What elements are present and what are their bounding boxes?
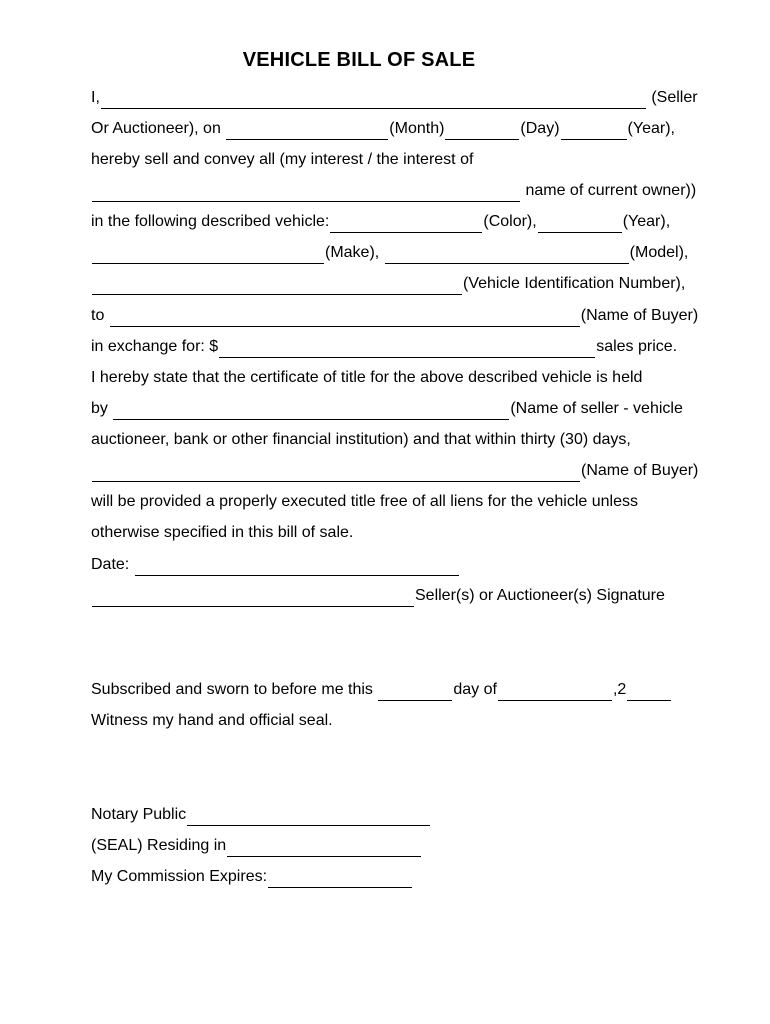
seller-line-suffix: (Seller (646, 89, 698, 106)
document-title: VEHICLE BILL OF SALE (242, 49, 476, 71)
holder-name-field[interactable] (113, 402, 509, 420)
sale-date-field[interactable] (135, 558, 459, 576)
title-free-text: will be provided a properly executed title free of all liens for the vehicle unless (91, 493, 638, 510)
vin-line (91, 273, 711, 295)
commission-line (91, 866, 711, 888)
seller-name-field[interactable] (101, 91, 646, 109)
residing-field[interactable] (227, 839, 421, 857)
auctioneer-line (91, 429, 711, 451)
price-label: sales price. (596, 338, 678, 355)
notary-field[interactable] (187, 808, 430, 826)
witness-text: Witness my hand and official seal. (91, 712, 333, 729)
commission-expires-field[interactable] (268, 870, 412, 888)
sworn-year-field[interactable] (627, 683, 671, 701)
owner-label: name of current owner)) (521, 182, 697, 199)
model-label: (Model), (629, 244, 689, 261)
make-model-line (91, 242, 711, 264)
convey-line (91, 149, 711, 171)
price-line (91, 336, 711, 358)
buyer-label: (Name of Buyer) (580, 307, 699, 324)
notary-label: Notary Public (91, 806, 187, 823)
sworn-text: Subscribed and sworn to before me this (91, 681, 378, 698)
vehicle-year-field[interactable] (538, 215, 622, 233)
seller-signature-field[interactable] (92, 589, 414, 607)
vehicle-label: in the following described vehicle: (91, 213, 330, 230)
vin-field[interactable] (92, 277, 462, 295)
holder-prefix: by (91, 400, 113, 417)
residing-label: (SEAL) Residing in (91, 837, 227, 854)
sworn-month-field[interactable] (498, 683, 612, 701)
title-free-line (91, 491, 711, 513)
vehicle-line (91, 211, 711, 233)
year-label: (Year), (627, 120, 675, 137)
commission-label: My Commission Expires: (91, 868, 268, 885)
certificate-line (91, 367, 711, 389)
day-field[interactable] (445, 122, 519, 140)
color-field[interactable] (330, 215, 482, 233)
auctioneer-text: auctioneer, bank or other financial institution) and that within thirty (30) days, (91, 431, 631, 448)
buyer-name-field-2[interactable] (92, 464, 580, 482)
day-label: (Day) (520, 120, 560, 137)
sale-date-line (91, 554, 711, 576)
sale-date-label: Date: (91, 556, 134, 573)
signature-line (91, 585, 711, 607)
buyer-line (91, 305, 711, 327)
date-line (91, 118, 711, 140)
otherwise-line (91, 522, 711, 544)
make-label: (Make), (325, 244, 384, 261)
buyer-line-2 (91, 460, 711, 482)
current-owner-field[interactable] (92, 184, 520, 202)
notary-line (91, 804, 711, 826)
residing-line (91, 835, 711, 857)
otherwise-text: otherwise specified in this bill of sale. (91, 524, 354, 541)
year-field[interactable] (561, 122, 627, 140)
make-field[interactable] (92, 246, 324, 264)
sworn-line (91, 679, 711, 701)
buyer-name-field[interactable] (110, 309, 580, 327)
holder-label: (Name of seller - vehicle (510, 400, 683, 417)
vehicle-year-label: (Year), (622, 213, 671, 230)
convey-text: hereby sell and convey all (my interest / the interest of (91, 151, 474, 168)
witness-line (91, 710, 711, 732)
vin-label: (Vehicle Identification Number), (463, 275, 686, 292)
model-field[interactable] (385, 246, 629, 264)
sworn-day-field[interactable] (378, 683, 452, 701)
owner-line (91, 180, 711, 202)
buyer-label-2: (Name of Buyer) (581, 462, 699, 479)
seller-line-label: I, (91, 89, 100, 106)
date-line-label: Or Auctioneer), on (91, 120, 226, 137)
price-prefix: in exchange for: $ (91, 338, 219, 355)
buyer-prefix: to (91, 307, 109, 324)
day-of-label: day of (453, 681, 497, 698)
seller-line (91, 87, 711, 109)
signature-label: Seller(s) or Auctioneer(s) Signature (415, 587, 665, 604)
certificate-text: I hereby state that the certificate of title for the above described vehicle is held (91, 369, 643, 386)
holder-line (91, 398, 711, 420)
month-field[interactable] (226, 122, 388, 140)
month-label: (Month) (389, 120, 445, 137)
sales-price-field[interactable] (219, 340, 595, 358)
year-prefix: ,2 (612, 681, 627, 698)
color-label: (Color), (483, 213, 537, 230)
